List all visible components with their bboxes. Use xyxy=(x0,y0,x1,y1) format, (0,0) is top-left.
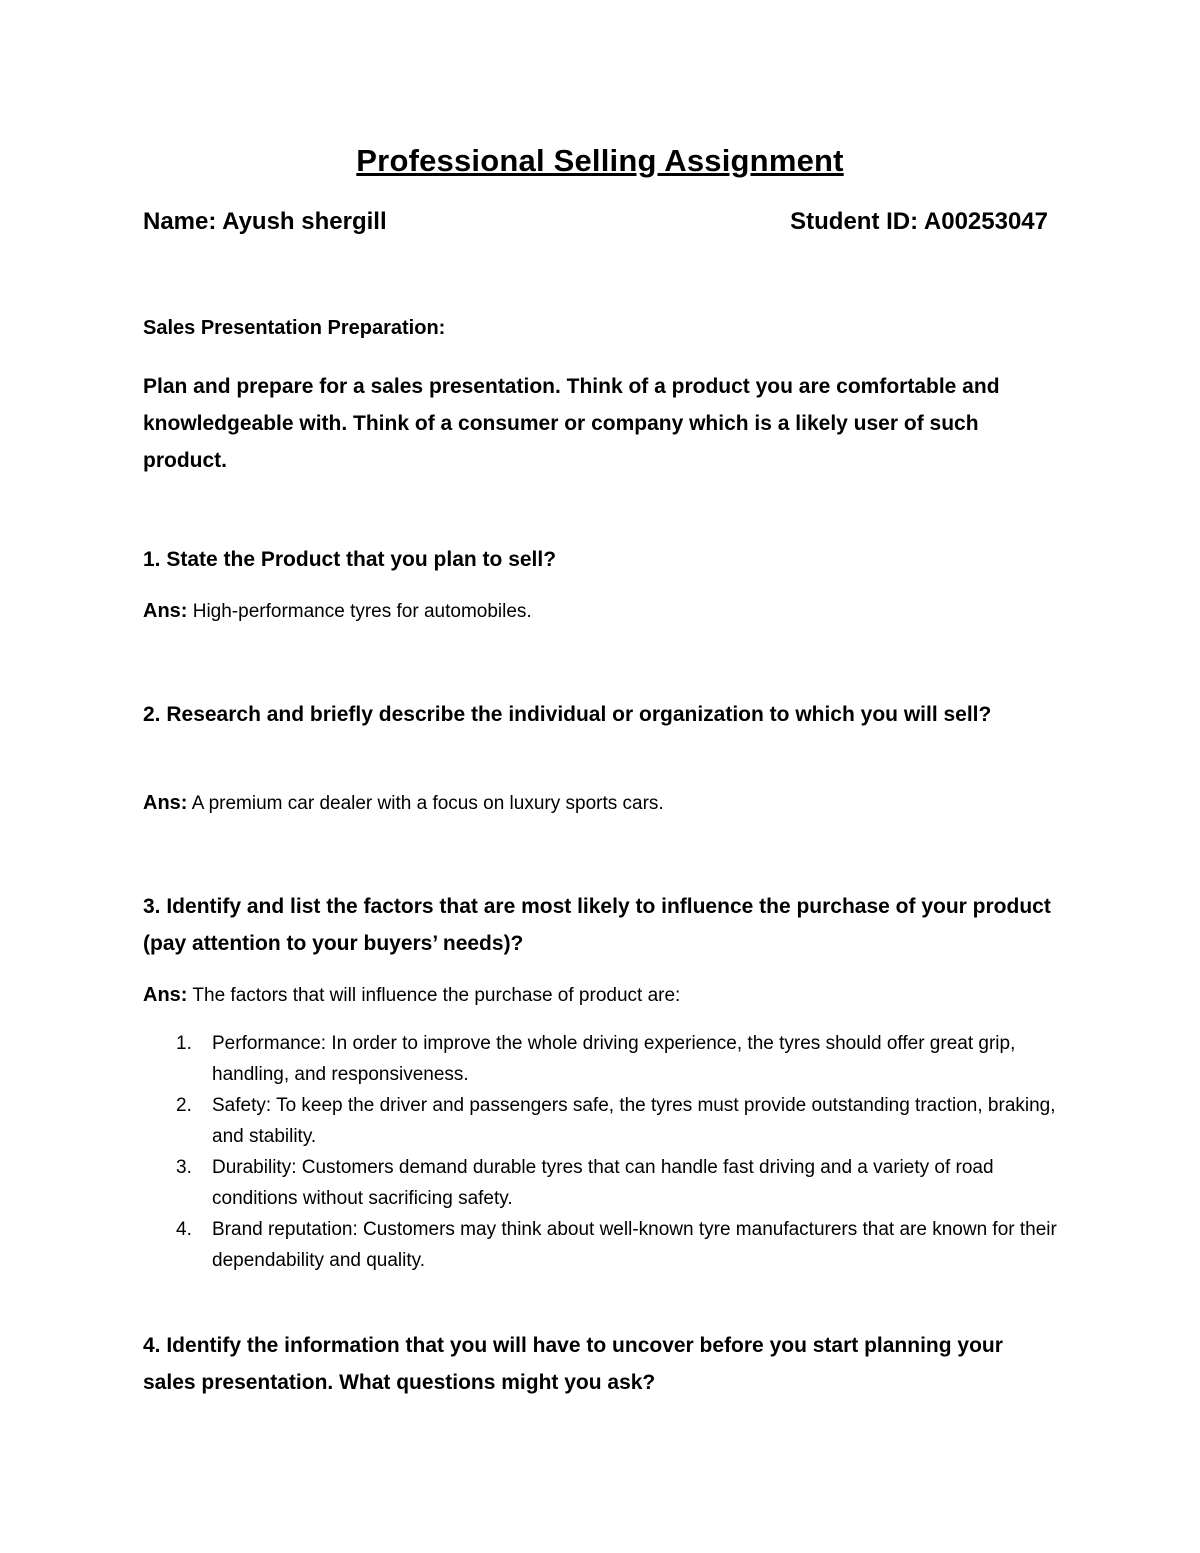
list-item-text: Durability: Customers demand durable tyres that can handle fast driving and a variety of road conditions without sacrificing safety. xyxy=(212,1157,994,1209)
list-item-text: Safety: To keep the driver and passengers safe, the tyres must provide outstanding traction, braking, and stability. xyxy=(212,1095,1056,1147)
factor-list xyxy=(143,1028,1058,1276)
list-item xyxy=(143,1090,1058,1152)
list-number: 2. xyxy=(176,1095,192,1116)
answer-text: A premium car dealer with a focus on luxury sports cars. xyxy=(191,793,664,814)
question-4: 4. Identify the information that you will have to uncover before you start planning your sales presentation. What questions might you ask? xyxy=(143,1334,1003,1394)
answer-3 xyxy=(143,984,680,1007)
document-title: Professional Selling Assignment xyxy=(356,143,844,178)
list-number: 4. xyxy=(176,1219,192,1240)
list-item xyxy=(143,1152,1058,1214)
question-1: 1. State the Product that you plan to sell? xyxy=(143,548,557,571)
list-item-text: Brand reputation: Customers may think about well-known tyre manufacturers that are known for their dependability and quality. xyxy=(212,1219,1057,1271)
answer-label: Ans: xyxy=(143,792,188,814)
answer-text: High-performance tyres for automobiles. xyxy=(192,601,532,622)
section-heading: Sales Presentation Preparation: xyxy=(143,317,446,339)
list-item-text: Performance: In order to improve the whole driving experience, the tyres should offer great grip, handling, and responsiveness. xyxy=(212,1033,1016,1085)
student-id: Student ID: A00253047 xyxy=(790,208,1048,235)
list-number: 3. xyxy=(176,1157,192,1178)
answer-1 xyxy=(143,600,532,623)
list-item xyxy=(143,1028,1058,1090)
list-item xyxy=(143,1214,1058,1276)
answer-label: Ans: xyxy=(143,600,188,622)
answer-2 xyxy=(143,792,664,815)
answer-text: The factors that will influence the purchase of product are: xyxy=(192,985,681,1006)
answer-label: Ans: xyxy=(143,984,188,1006)
assignment-prompt: Plan and prepare for a sales presentation. Think of a product you are comfortable and knowledgeable with. Think of a consumer or company which is a likely user of such product. xyxy=(143,375,1000,472)
student-name: Name: Ayush shergill xyxy=(143,208,387,235)
question-3: 3. Identify and list the factors that are most likely to influence the purchase of your product (pay attention to your buyers’ needs)? xyxy=(143,895,1051,955)
student-info-row xyxy=(143,208,1048,236)
question-2: 2. Research and briefly describe the individual or organization to which you will sell? xyxy=(143,703,992,726)
list-number: 1. xyxy=(176,1033,192,1054)
